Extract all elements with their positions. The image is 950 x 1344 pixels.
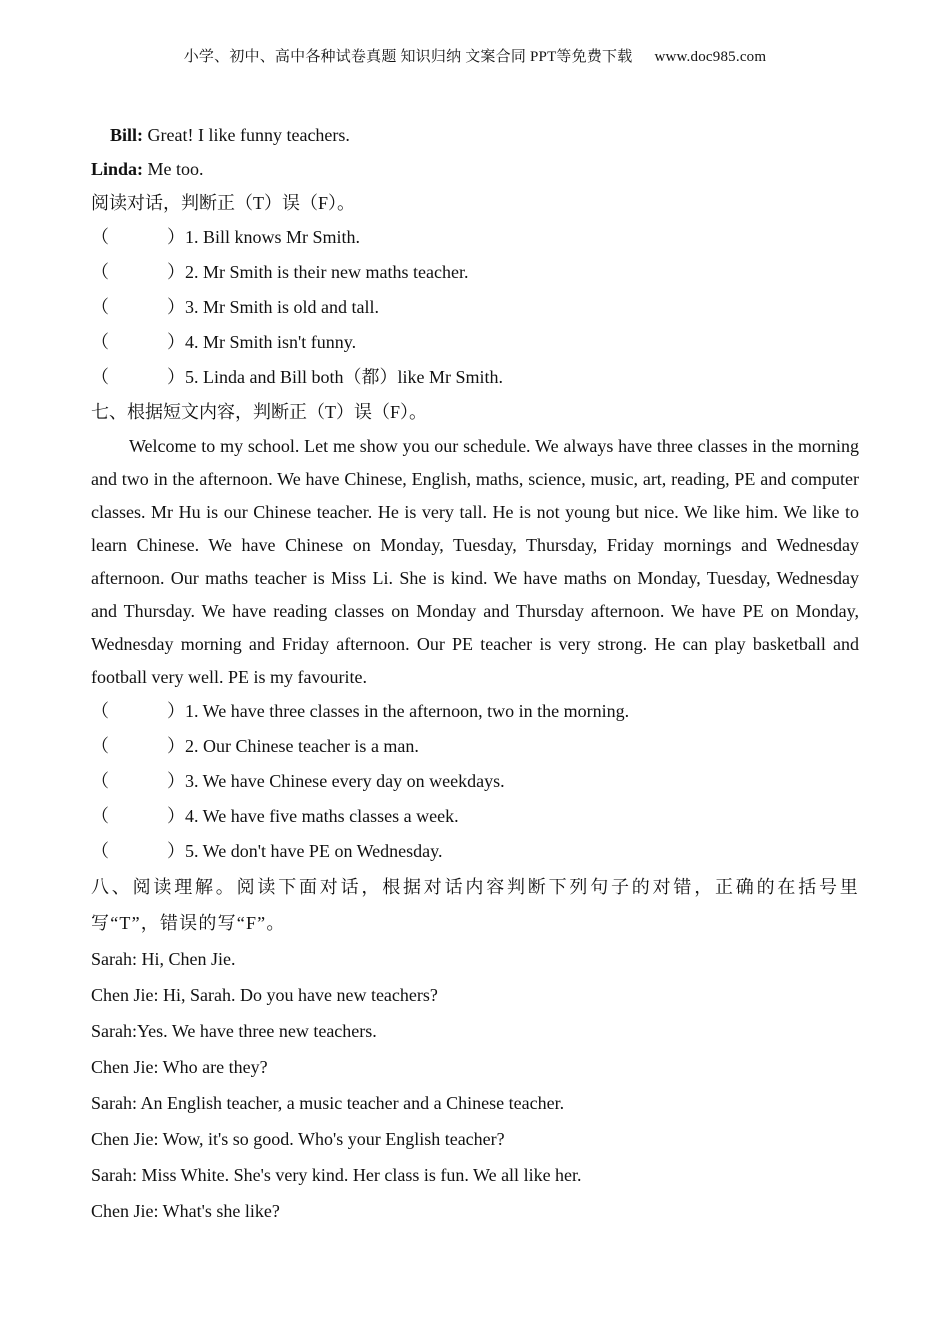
dialogue-line: Sarah: Hi, Chen Jie. xyxy=(91,949,236,969)
dialogue-line: Chen Jie: What's she like? xyxy=(91,1201,280,1221)
header-text: 小学、初中、高中各种试卷真题 知识归纳 文案合同 PPT等免费下载 xyxy=(183,49,633,65)
answer-blank[interactable]: （ xyxy=(91,367,109,387)
tf-question xyxy=(91,729,859,764)
dialogue-line: Chen Jie: Who are they? xyxy=(91,1057,268,1077)
tf-question xyxy=(91,220,859,255)
question-text: ）5. Linda and Bill both（都）like Mr Smith. xyxy=(167,367,503,387)
answer-blank[interactable]: （ xyxy=(91,841,109,861)
section8-title: 八、阅读理解。阅读下面对话，根据对话内容判断下列句子的对错，正确的在括号里写“T”，错误的写“F”。 xyxy=(91,877,859,933)
tf-question xyxy=(91,834,859,869)
dialogue-line: Sarah: Miss White. She's very kind. Her class is fun. We all like her. xyxy=(91,1165,582,1185)
dialogue-text: Me too. xyxy=(143,159,204,179)
answer-blank[interactable]: （ xyxy=(91,701,109,721)
question-text: ）2. Mr Smith is their new maths teacher. xyxy=(167,262,469,282)
question-text: ）1. Bill knows Mr Smith. xyxy=(167,227,361,247)
question-text: ）2. Our Chinese teacher is a man. xyxy=(167,736,419,756)
speaker-label: Linda: xyxy=(91,159,144,179)
answer-blank[interactable]: （ xyxy=(91,332,109,352)
header-url[interactable]: www.doc985.com xyxy=(654,49,767,65)
question-text: ）3. We have Chinese every day on weekdays. xyxy=(167,771,505,791)
question-text: ）4. Mr Smith isn't funny. xyxy=(167,332,357,352)
dialogue-line xyxy=(91,152,859,186)
tf-question xyxy=(91,290,859,325)
answer-blank[interactable]: （ xyxy=(91,806,109,826)
question-text: ）4. We have five maths classes a week. xyxy=(167,806,459,826)
answer-blank[interactable]: （ xyxy=(91,736,109,756)
dialogue-line: Sarah:Yes. We have three new teachers. xyxy=(91,1021,377,1041)
tf-question xyxy=(91,325,859,360)
reading-passage: Welcome to my school. Let me show you our schedule. We always have three classes in the morning and two in the afternoon. We have Chinese, English, maths, science, music, art, reading, PE and computer classes. Mr Hu is our Chinese teacher. He is very tall. He is not young but nice. We like him. We like to learn Chinese. We have Chinese on Monday, Tuesday, Thursday, Friday mornings and Wednesday afternoon. Our maths teacher is Miss Li. She is kind. We have maths on Monday, Tuesday, Wednesday and Thursday. We have reading classes on Monday and Thursday afternoon. We have PE on Monday, Wednesday morning and Friday afternoon. Our PE teacher is very strong. He can play basketball and football very well. PE is my favourite. xyxy=(91,436,859,687)
answer-blank[interactable]: （ xyxy=(91,771,109,791)
document-body xyxy=(91,118,859,1229)
tf-question xyxy=(91,255,859,290)
page-header xyxy=(0,45,950,66)
dialogue-line xyxy=(91,118,859,152)
section6-instruction: 阅读对话，判断正（T）误（F）。 xyxy=(91,193,356,213)
section7-title: 七、根据短文内容，判断正（T）误（F）。 xyxy=(91,402,428,422)
answer-blank[interactable]: （ xyxy=(91,262,109,282)
question-text: ）1. We have three classes in the afternoon, two in the morning. xyxy=(167,701,630,721)
answer-blank[interactable]: （ xyxy=(91,227,109,247)
tf-question xyxy=(91,360,859,395)
question-text: ）3. Mr Smith is old and tall. xyxy=(167,297,380,317)
speaker-label: Bill: xyxy=(110,125,144,145)
tf-question xyxy=(91,694,859,729)
dialogue-line: Sarah: An English teacher, a music teacher and a Chinese teacher. xyxy=(91,1093,565,1113)
question-text: ）5. We don't have PE on Wednesday. xyxy=(167,841,443,861)
dialogue-line: Chen Jie: Wow, it's so good. Who's your English teacher? xyxy=(91,1129,505,1149)
answer-blank[interactable]: （ xyxy=(91,297,109,317)
dialogue-line: Chen Jie: Hi, Sarah. Do you have new teachers? xyxy=(91,985,438,1005)
dialogue-text: Great! I like funny teachers. xyxy=(143,125,350,145)
tf-question xyxy=(91,799,859,834)
tf-question xyxy=(91,764,859,799)
